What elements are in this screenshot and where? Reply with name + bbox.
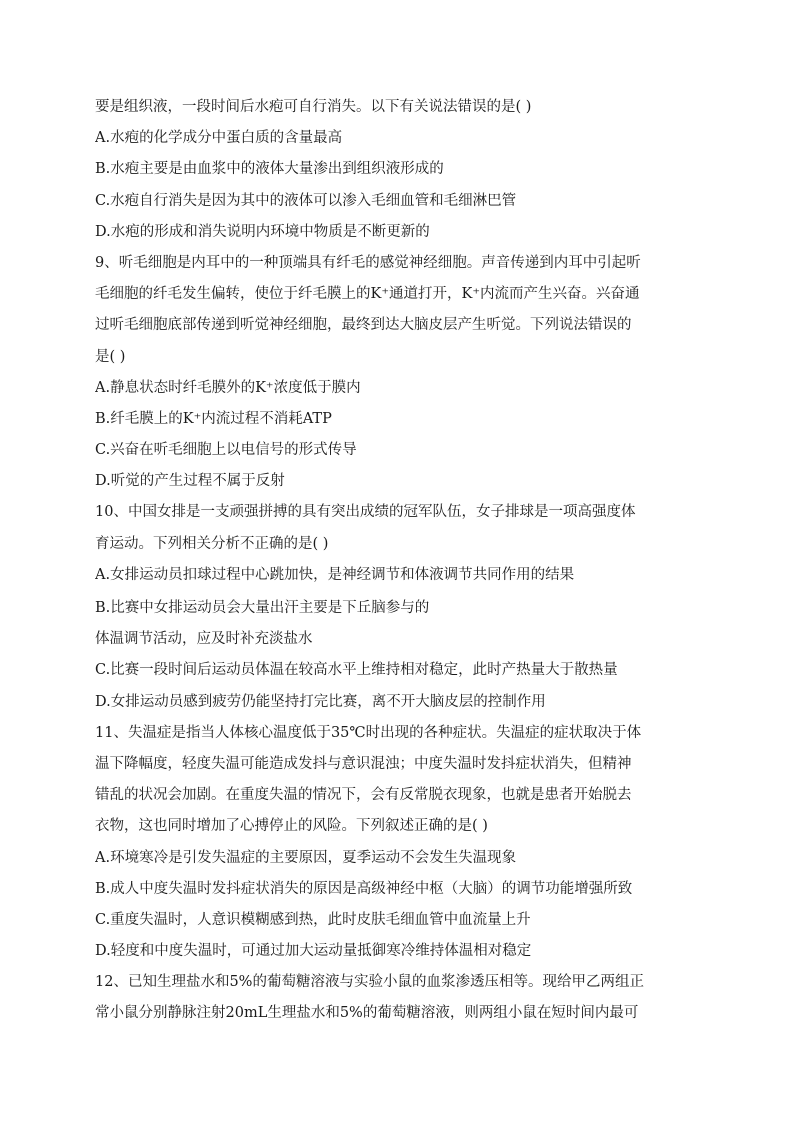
question-12-stem: 常小鼠分别静脉注射20mL生理盐水和5%的葡萄糖溶液，则两组小鼠在短时间内最可 bbox=[95, 1005, 639, 1022]
text-line: 要是组织液，一段时间后水疱可自行消失。以下有关说法错误的是( ) bbox=[95, 99, 532, 115]
option-a: A.环境寒冷是引发失温症的主要原因，夏季运动不会发生失温现象 bbox=[95, 849, 517, 866]
option-c: C.比赛一段时间后运动员体温在较高水平上维持相对稳定，此时产热量大于散热量 bbox=[95, 662, 618, 679]
question-11-stem: 衣物，这也同时增加了心搏停止的风险。下列叙述正确的是( ) bbox=[95, 818, 488, 835]
option-b: B.比赛中女排运动员会大量出汗主要是下丘脑参与的 bbox=[95, 600, 430, 616]
option-a: A.女排运动员扣球过程中心跳加快，是神经调节和体液调节共同作用的结果 bbox=[95, 566, 575, 583]
option-d: D.水疱的形成和消失说明内环境中物质是不断更新的 bbox=[95, 223, 430, 240]
option-a: A.水疱的化学成分中蛋白质的含量最高 bbox=[95, 130, 343, 147]
question-9-stem: 是( ) bbox=[95, 348, 126, 365]
option-d: D.听觉的产生过程不属于反射 bbox=[95, 473, 285, 490]
option-c: C.重度失温时，人意识模糊感到热，此时皮肤毛细血管中血流量上升 bbox=[95, 911, 531, 928]
option-b: B.成人中度失温时发抖症状消失的原因是高级神经中枢（大脑）的调节功能增强所致 bbox=[95, 880, 633, 897]
question-9-stem: 9、听毛细胞是内耳中的一种顶端具有纤毛的感觉神经细胞。声音传递到内耳中引起听 bbox=[95, 254, 641, 271]
document-page bbox=[95, 92, 715, 1030]
question-12-stem: 12、已知生理盐水和5%的葡萄糖溶液与实验小鼠的血浆渗透压相等。现给甲乙两组正 bbox=[95, 974, 644, 991]
option-c: C.水疱自行消失是因为其中的液体可以渗入毛细血管和毛细淋巴管 bbox=[95, 192, 517, 209]
option-a: A.静息状态时纤毛膜外的K⁺浓度低于膜内 bbox=[95, 379, 361, 396]
option-d: D.轻度和中度失温时，可通过加大运动量抵御寒冷维持体温相对稳定 bbox=[95, 943, 532, 960]
option-b: B.纤毛膜上的K⁺内流过程不消耗ATP bbox=[95, 410, 332, 427]
option-b-continued: 体温调节活动，应及时补充淡盐水 bbox=[95, 631, 313, 648]
question-11-stem: 11、失温症是指当人体核心温度低于35℃时出现的各种症状。失温症的症状取决于体 bbox=[95, 724, 642, 741]
option-b: B.水疱主要是由血浆中的液体大量渗出到组织液形成的 bbox=[95, 161, 444, 178]
question-11-stem: 温下降幅度，轻度失温可能造成发抖与意识混浊；中度失温时发抖症状消失，但精神 bbox=[95, 755, 632, 772]
question-9-stem: 过听毛细胞底部传递到听觉神经细胞，最终到达大脑皮层产生听觉。下列说法错误的 bbox=[95, 317, 632, 334]
question-11-stem: 错乱的状况会加剧。在重度失温的情况下，会有反常脱衣现象，也就是患者开始脱去 bbox=[95, 787, 632, 804]
option-d: D.女排运动员感到疲劳仍能坚持打完比赛，离不开大脑皮层的控制作用 bbox=[95, 693, 546, 710]
question-10-stem: 10、中国女排是一支顽强拼搏的具有突出成绩的冠军队伍，女子排球是一项高强度体 bbox=[95, 504, 636, 521]
option-c: C.兴奋在听毛细胞上以电信号的形式传导 bbox=[95, 442, 357, 459]
question-10-stem: 育运动。下列相关分析不正确的是( ) bbox=[95, 535, 329, 552]
question-9-stem: 毛细胞的纤毛发生偏转，使位于纤毛膜上的K⁺通道打开，K⁺内流而产生兴奋。兴奋通 bbox=[95, 286, 640, 303]
